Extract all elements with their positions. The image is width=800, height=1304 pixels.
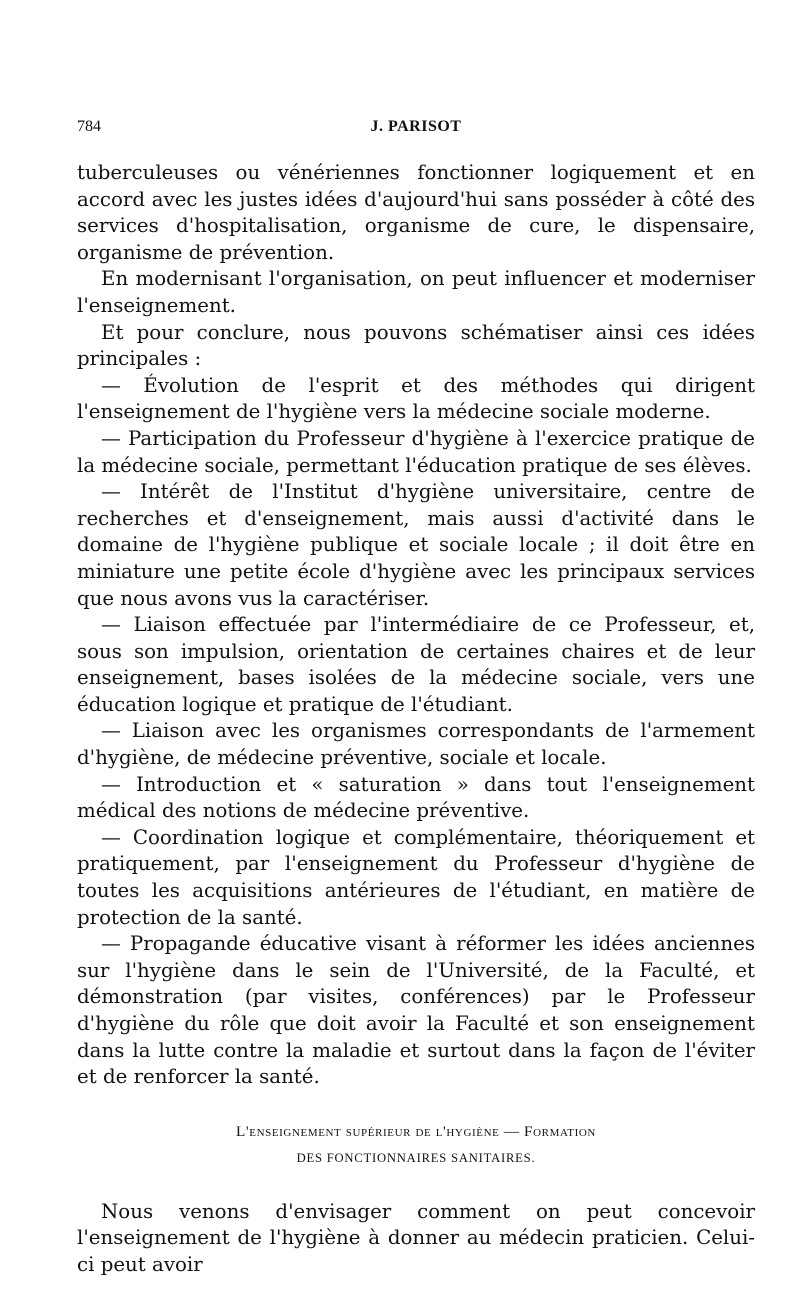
list-item-evolution: — Évolution de l'esprit et des méthodes qui dirigent l'enseignement de l'hygiène vers la médecine sociale moderne.	[77, 373, 755, 424]
list-item-participation: — Participation du Professeur d'hygiène à l'exercice pratique de la médecine sociale, permettant l'éducation pratique de ses élèves.	[77, 426, 755, 477]
list-item-introduction: — Introduction et « saturation » dans tout l'enseignement médical des notions de médecine préventive.	[77, 772, 755, 823]
body-text-section	[77, 1199, 755, 1279]
list-item-liaison-professeur: — Liaison effectuée par l'intermédiaire de ce Professeur, et, sous son impulsion, orientation de certaines chaires et de leur enseignement, bases isolées de la médecine sociale, vers une éducation logique et pratique de l'étudiant.	[77, 613, 755, 716]
paragraph-conclusion-intro: Et pour conclure, nous pouvons schématiser ainsi ces idées principales :	[77, 320, 755, 371]
section-heading-line2: DES FONCTIONNAIRES SANITAIRES.	[296, 1150, 536, 1165]
document-page	[77, 118, 755, 1279]
list-item-institut: — Intérêt de l'Institut d'hygiène universitaire, centre de recherches et d'enseignement, mais aussi d'activité dans le domaine de l'hygiène publique et sociale locale ; il doit être en miniature une petite école d'hygiène avec les principaux services que nous avons vus la caractériser.	[77, 480, 755, 610]
section-heading	[77, 1119, 755, 1171]
list-item-propagande: — Propagande éducative visant à réformer les idées anciennes sur l'hygiène dans le sein de l'Université, de la Faculté, et démonstration (par visites, conférences) par le Professeur d'hygiène du rôle que doit avoir la Faculté et son enseignement dans la lutte contre la maladie et surtout dans la façon de l'éviter et de renforcer la santé.	[77, 932, 755, 1089]
paragraph-section-opening: Nous venons d'envisager comment on peut concevoir l'enseignement de l'hygiène à donner au médecin praticien. Celui-ci peut avoir	[77, 1199, 755, 1276]
paragraph-continuation: tuberculeuses ou vénériennes fonctionner logiquement et en accord avec les justes idées d'aujourd'hui sans posséder à côté des services d'hospitalisation, organisme de cure, le dispensaire, organisme de prévention.	[77, 161, 755, 264]
page-number: 784	[77, 118, 101, 135]
section-heading-line1: L'enseignement supérieur de l'hygiène — Formation	[236, 1122, 596, 1140]
body-text	[77, 160, 755, 1091]
paragraph-modernisation: En modernisant l'organisation, on peut influencer et moderniser l'enseignement.	[77, 267, 755, 317]
list-item-coordination: — Coordination logique et complémentaire, théoriquement et pratiquement, par l'enseignement du Professeur d'hygiène de toutes les acquisitions antérieures de l'étudiant, en matière de protection de la santé.	[77, 825, 755, 929]
list-item-liaison-organismes: — Liaison avec les organismes correspondants de l'armement d'hygiène, de médecine préventive, sociale et locale.	[77, 719, 755, 770]
running-head	[77, 118, 755, 142]
running-head-author: J. PARISOT	[370, 118, 462, 135]
